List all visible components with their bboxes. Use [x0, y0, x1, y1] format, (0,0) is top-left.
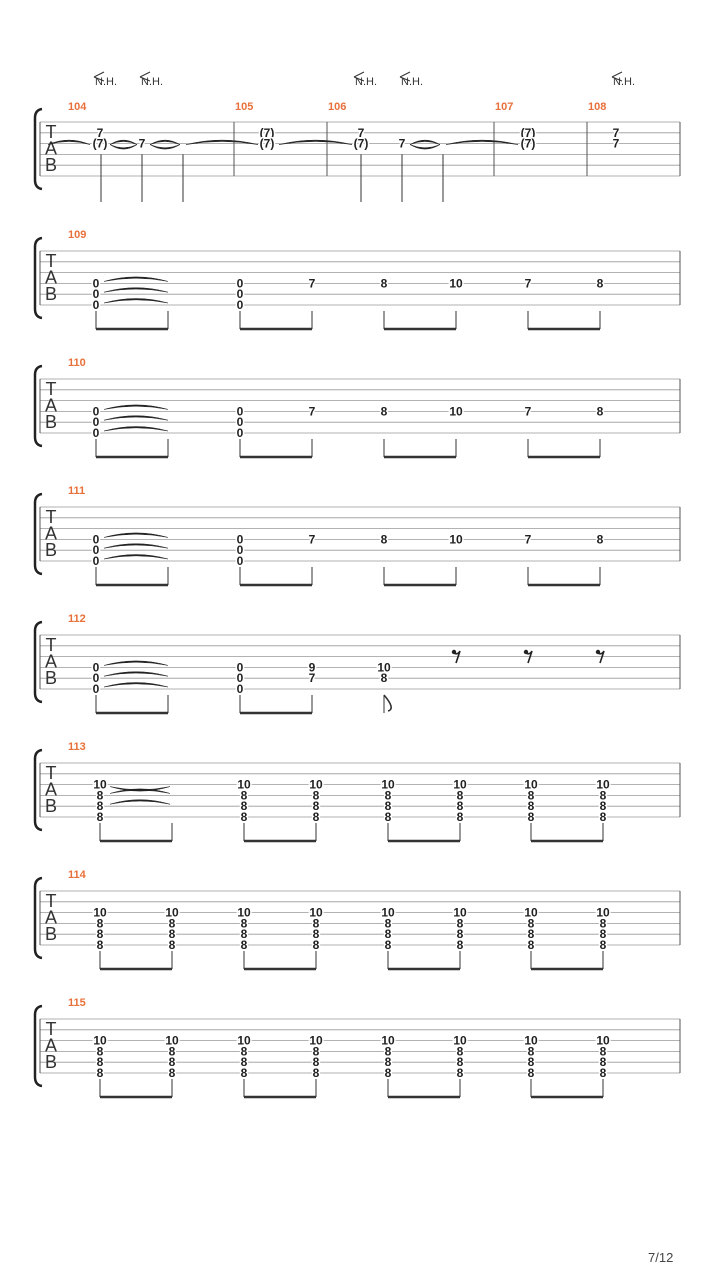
- fret-number: 0: [236, 287, 244, 302]
- fret-number: 8: [527, 1055, 535, 1070]
- tie-arc: [104, 661, 168, 666]
- fret-number: 0: [236, 682, 244, 696]
- page-number: 7/12: [648, 1250, 674, 1265]
- tab-clef-letter: T: [45, 1019, 57, 1039]
- measure-number: 105: [235, 101, 254, 113]
- tab-clef-letter: T: [45, 379, 57, 399]
- fret-number: 7: [138, 136, 146, 151]
- tie-arc: [104, 555, 168, 560]
- system-bracket: [35, 238, 42, 318]
- tab-clef-letter: T: [45, 507, 57, 527]
- fret-number: 0: [92, 287, 100, 302]
- measure-number: 106: [328, 101, 347, 113]
- tie-arc: [110, 145, 137, 150]
- fret-number: 10: [449, 404, 463, 419]
- note-flag: [384, 695, 391, 711]
- fret-number: 10: [165, 905, 179, 920]
- tab-clef-letter: T: [45, 635, 57, 655]
- fret-number: 7: [524, 404, 532, 419]
- fret-number: 8: [96, 1055, 104, 1070]
- fret-number: 10: [596, 905, 610, 920]
- fret-number: 8: [96, 788, 104, 803]
- fret-number: 8: [384, 1044, 392, 1059]
- fret-number: 8: [527, 788, 535, 803]
- fret-number: 8: [312, 1066, 320, 1080]
- fret-number: 8: [96, 938, 104, 952]
- fret-number: 0: [92, 671, 100, 686]
- fret-number: 10: [237, 777, 251, 792]
- fret-number: 10: [596, 777, 610, 792]
- fret-number: 0: [236, 426, 244, 440]
- fret-number: 8: [456, 1044, 464, 1059]
- fret-number: 8: [312, 810, 320, 824]
- fret-number: 8: [168, 1055, 176, 1070]
- tab-clef-letter: A: [44, 779, 58, 800]
- fret-number: 8: [380, 532, 388, 547]
- tab-clef-letter: A: [44, 907, 58, 928]
- fret-number: 8: [380, 404, 388, 419]
- fret-number: 7: [524, 276, 532, 291]
- fret-number: 8: [456, 799, 464, 814]
- fret-number: 8: [168, 1044, 176, 1059]
- fret-number: 0: [236, 415, 244, 430]
- fret-number: 8: [312, 799, 320, 814]
- fret-number: 8: [599, 1044, 607, 1059]
- fret-number: 8: [456, 1066, 464, 1080]
- measure-number: 110: [68, 357, 86, 369]
- fret-number: 7: [612, 125, 620, 140]
- system-bracket: [35, 622, 42, 702]
- fret-number: 8: [599, 1055, 607, 1070]
- tie-arc: [104, 533, 168, 538]
- fret-number: (7): [520, 136, 536, 151]
- fret-number: 8: [456, 1055, 464, 1070]
- fret-number: 8: [96, 810, 104, 824]
- tab-clef-letter: B: [44, 924, 58, 944]
- fret-number: 8: [240, 788, 248, 803]
- fret-number: 8: [599, 927, 607, 942]
- fret-number: 10: [524, 1033, 538, 1048]
- tie-arc: [104, 405, 168, 410]
- measure-number: 115: [68, 997, 86, 1009]
- fret-number: 8: [527, 938, 535, 952]
- tab-clef-letter: B: [44, 796, 58, 816]
- fret-number: 8: [527, 1044, 535, 1059]
- fret-number: 8: [240, 916, 248, 931]
- fret-number: 0: [236, 532, 244, 547]
- fret-number: 0: [92, 404, 100, 419]
- fret-number: 10: [453, 905, 467, 920]
- tie-arc: [104, 544, 168, 549]
- fret-number: 8: [384, 916, 392, 931]
- fret-number: 8: [456, 810, 464, 824]
- eighth-rest-dot: [452, 650, 456, 654]
- fret-number: 8: [240, 938, 248, 952]
- fret-number: 0: [236, 276, 244, 291]
- tab-clef-letter: B: [44, 1052, 58, 1072]
- fret-number: 0: [92, 660, 100, 675]
- tie-arc: [150, 145, 180, 150]
- fret-number: 8: [527, 1066, 535, 1080]
- fret-number: 8: [168, 1066, 176, 1080]
- fret-number: 10: [381, 905, 395, 920]
- fret-number: 7: [398, 136, 406, 151]
- fret-number: 8: [96, 927, 104, 942]
- fret-number: 8: [384, 927, 392, 942]
- eighth-rest-dot: [524, 650, 528, 654]
- tab-clef-letter: A: [44, 395, 58, 416]
- fret-number: 0: [236, 671, 244, 686]
- fret-number: 10: [309, 905, 323, 920]
- tie-arc: [104, 299, 168, 304]
- tie-arc: [110, 800, 170, 805]
- tab-clef-letter: A: [44, 651, 58, 672]
- fret-number: 0: [236, 554, 244, 568]
- measure-number: 113: [68, 741, 86, 753]
- fret-number: 8: [312, 916, 320, 931]
- fret-number: 0: [92, 426, 100, 440]
- natural-harmonic-label: N.H.: [95, 76, 117, 88]
- fret-number: 0: [236, 543, 244, 558]
- measure-number: 114: [68, 869, 86, 881]
- fret-number: 10: [93, 777, 107, 792]
- tab-clef-letter: T: [45, 891, 57, 911]
- fret-number: (7): [520, 125, 536, 140]
- tie-arc: [104, 416, 168, 421]
- tab-clef-letter: A: [44, 267, 58, 288]
- fret-number: 10: [377, 660, 391, 675]
- natural-harmonic-label: N.H.: [141, 76, 163, 88]
- fret-number: 8: [380, 671, 388, 686]
- fret-number: 8: [599, 810, 607, 824]
- fret-number: 8: [599, 938, 607, 952]
- natural-harmonic-label: N.H.: [401, 76, 423, 88]
- fret-number: 8: [312, 938, 320, 952]
- fret-number: 8: [384, 938, 392, 952]
- fret-number: 8: [456, 938, 464, 952]
- fret-number: 9: [308, 660, 316, 675]
- fret-number: 8: [456, 916, 464, 931]
- fret-number: 8: [240, 810, 248, 824]
- tab-clef-letter: B: [44, 540, 58, 560]
- fret-number: (7): [259, 136, 275, 151]
- fret-number: 10: [449, 276, 463, 291]
- fret-number: 8: [596, 276, 604, 291]
- fret-number: 10: [237, 1033, 251, 1048]
- fret-number: (7): [353, 136, 369, 151]
- fret-number: 8: [599, 916, 607, 931]
- system-bracket: [35, 494, 42, 574]
- fret-number: 0: [92, 543, 100, 558]
- fret-number: 8: [456, 927, 464, 942]
- tie-arc: [104, 427, 168, 432]
- fret-number: 8: [96, 916, 104, 931]
- fret-number: 7: [308, 404, 316, 419]
- eighth-rest-dot: [596, 650, 600, 654]
- fret-number: 10: [237, 905, 251, 920]
- fret-number: 8: [599, 788, 607, 803]
- tab-clef-letter: B: [44, 155, 58, 175]
- fret-number: 8: [527, 916, 535, 931]
- fret-number: 8: [527, 810, 535, 824]
- fret-number: 8: [96, 1066, 104, 1080]
- tie-arc: [104, 672, 168, 677]
- fret-number: 0: [92, 532, 100, 547]
- fret-number: 8: [240, 1044, 248, 1059]
- fret-number: 10: [453, 1033, 467, 1048]
- tab-clef-letter: T: [45, 122, 57, 142]
- fret-number: 0: [92, 276, 100, 291]
- fret-number: 10: [596, 1033, 610, 1048]
- fret-number: 7: [96, 125, 104, 140]
- system-bracket: [35, 1006, 42, 1086]
- measure-number: 111: [68, 485, 86, 497]
- tie-arc: [104, 277, 168, 282]
- measure-number: 104: [68, 101, 87, 113]
- fret-number: 8: [168, 938, 176, 952]
- tab-clef-letter: B: [44, 284, 58, 304]
- system-bracket: [35, 750, 42, 830]
- fret-number: 8: [240, 1066, 248, 1080]
- tie-arc: [104, 683, 168, 688]
- tab-clef-letter: A: [44, 138, 58, 159]
- fret-number: 7: [357, 125, 365, 140]
- fret-number: 0: [92, 554, 100, 568]
- tab-clef-letter: A: [44, 1035, 58, 1056]
- fret-number: 7: [308, 276, 316, 291]
- fret-number: 0: [236, 298, 244, 312]
- fret-number: 8: [384, 799, 392, 814]
- fret-number: 7: [308, 671, 316, 686]
- fret-number: 8: [168, 916, 176, 931]
- natural-harmonic-label: N.H.: [355, 76, 377, 88]
- fret-number: 8: [240, 927, 248, 942]
- fret-number: 8: [384, 1066, 392, 1080]
- tab-clef-letter: T: [45, 763, 57, 783]
- fret-number: 8: [312, 927, 320, 942]
- measure-number: 107: [495, 101, 514, 113]
- fret-number: (7): [259, 125, 275, 140]
- fret-number: (7): [92, 136, 108, 151]
- fret-number: 0: [236, 660, 244, 675]
- fret-number: 8: [527, 799, 535, 814]
- fret-number: 0: [92, 298, 100, 312]
- fret-number: 10: [93, 1033, 107, 1048]
- fret-number: 8: [456, 788, 464, 803]
- fret-number: 8: [596, 404, 604, 419]
- fret-number: 8: [380, 276, 388, 291]
- system-bracket: [35, 878, 42, 958]
- tab-clef-letter: B: [44, 668, 58, 688]
- fret-number: 0: [92, 682, 100, 696]
- system-bracket: [35, 366, 42, 446]
- fret-number: 8: [96, 1044, 104, 1059]
- measure-number: 112: [68, 613, 86, 625]
- measure-number: 109: [68, 229, 87, 241]
- fret-number: 8: [596, 532, 604, 547]
- fret-number: 10: [309, 777, 323, 792]
- fret-number: 10: [381, 777, 395, 792]
- fret-number: 10: [381, 1033, 395, 1048]
- fret-number: 8: [96, 799, 104, 814]
- fret-number: 8: [312, 1055, 320, 1070]
- fret-number: 8: [240, 1055, 248, 1070]
- fret-number: 8: [384, 788, 392, 803]
- fret-number: 10: [453, 777, 467, 792]
- fret-number: 10: [93, 905, 107, 920]
- fret-number: 8: [599, 799, 607, 814]
- fret-number: 7: [612, 136, 620, 151]
- fret-number: 8: [384, 1055, 392, 1070]
- tie-arc: [104, 288, 168, 293]
- fret-number: 8: [384, 810, 392, 824]
- natural-harmonic-label: N.H.: [613, 76, 635, 88]
- fret-number: 8: [312, 788, 320, 803]
- fret-number: 10: [449, 532, 463, 547]
- fret-number: 10: [524, 905, 538, 920]
- fret-number: 8: [312, 1044, 320, 1059]
- fret-number: 8: [240, 799, 248, 814]
- system-bracket: [35, 109, 42, 189]
- tie-arc: [410, 145, 440, 150]
- fret-number: 8: [527, 927, 535, 942]
- tab-clef-letter: B: [44, 412, 58, 432]
- fret-number: 7: [308, 532, 316, 547]
- fret-number: 10: [165, 1033, 179, 1048]
- fret-number: 8: [599, 1066, 607, 1080]
- measure-number: 108: [588, 101, 607, 113]
- fret-number: 10: [524, 777, 538, 792]
- fret-number: 8: [168, 927, 176, 942]
- tab-clef-letter: T: [45, 251, 57, 271]
- fret-number: 0: [92, 415, 100, 430]
- tab-clef-letter: A: [44, 523, 58, 544]
- fret-number: 10: [309, 1033, 323, 1048]
- fret-number: 0: [236, 404, 244, 419]
- fret-number: 7: [524, 532, 532, 547]
